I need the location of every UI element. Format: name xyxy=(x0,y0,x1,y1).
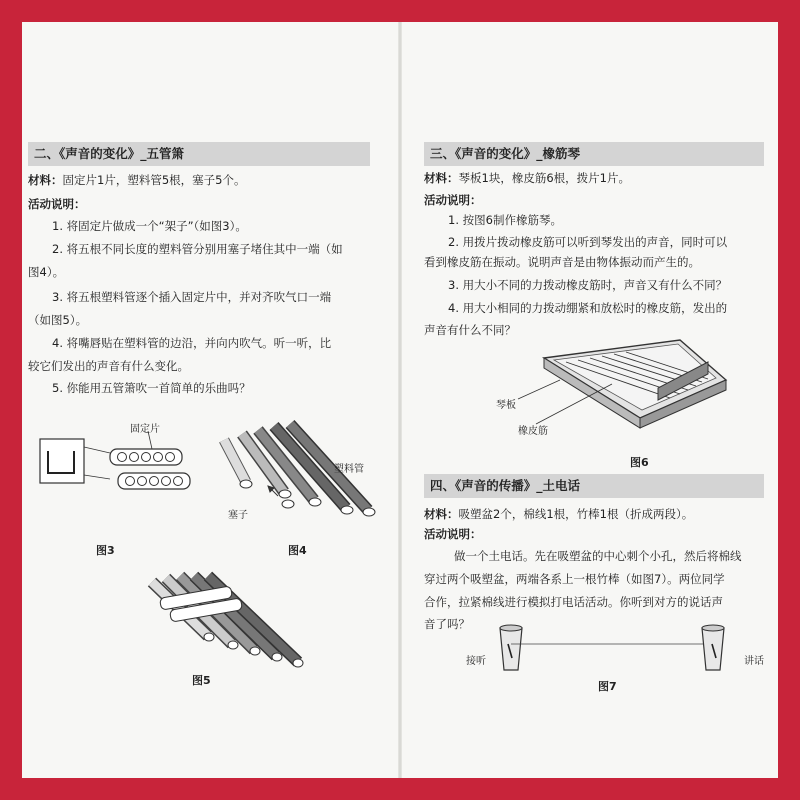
materials-line xyxy=(424,170,630,186)
step-line: 4. 将嘴唇贴在塑料管的边沿，并向内吹气。听一听，比 xyxy=(52,336,332,350)
fig3-fixed-piece-illustration xyxy=(40,417,200,497)
step-line: 5. 你能用五管箫吹一首简单的乐曲吗？ xyxy=(52,381,251,395)
fig7-string-telephone-illustration xyxy=(492,614,742,674)
section-header-string-telephone: 四、《声音的传播》_土电话 xyxy=(424,474,764,498)
step-line: 声音有什么不同？ xyxy=(424,323,516,337)
left-page xyxy=(22,22,400,778)
fig5-caption: 图5 xyxy=(192,674,211,687)
step-line: 4. 用大小相同的力拨动绷紧和放松时的橡皮筋，发出的 xyxy=(448,301,728,315)
materials-line xyxy=(424,506,693,522)
fig7-label-listen: 接听 xyxy=(466,656,486,667)
right-page xyxy=(400,22,778,778)
fig4-caption: 图4 xyxy=(288,544,307,557)
materials-text: 琴板1块，橡皮筋6根，拨片1片。 xyxy=(458,171,630,185)
step-line: 1. 按图6制作橡筋琴。 xyxy=(448,213,562,227)
step-line: 1. 将固定片做成一个“架子”（如图3）。 xyxy=(52,219,247,233)
fig4-label-tube: 塑料管 xyxy=(334,464,364,475)
activity-label: 活动说明： xyxy=(424,527,482,541)
fig6-rubber-band-harp-illustration xyxy=(530,322,730,432)
step-line: 较它们发出的声音有什么变化。 xyxy=(28,359,189,373)
step-line: 图4）。 xyxy=(28,265,65,279)
step-line: 看到橡皮筋在振动。说明声音是由物体振动而产生的。 xyxy=(424,255,700,269)
activity-label: 活动说明： xyxy=(28,197,86,211)
materials-text: 固定片1片，塑料管5根，塞子5个。 xyxy=(62,173,246,187)
fig6-label-board: 琴板 xyxy=(496,400,516,411)
fig3-label-fixed-piece: 固定片 xyxy=(130,424,160,435)
fig3-caption: 图3 xyxy=(96,544,115,557)
step-line: 3. 将五根塑料管逐个插入固定片中，并对齐吹气口一端 xyxy=(52,290,332,304)
step-line: 2. 将五根不同长度的塑料管分别用塞子堵住其中一端（如 xyxy=(52,242,343,256)
fig7-caption: 图7 xyxy=(598,680,617,693)
fig7-label-speak: 讲话 xyxy=(744,656,764,667)
book-spread xyxy=(22,22,778,778)
fig5-pan-flute-illustration xyxy=(138,574,298,664)
step-line: 2. 用拨片拨动橡皮筋可以听到琴发出的声音，同时可以 xyxy=(448,235,728,249)
paragraph-line: 合作，拉紧棉线进行模拟打电话活动。你听到对方的说话声 xyxy=(424,595,723,609)
paragraph-line: 做一个土电话。先在吸塑盆的中心刺个小孔，然后将棉线 xyxy=(454,549,742,563)
activity-label: 活动说明： xyxy=(424,193,482,207)
materials-text: 吸塑盆2个，棉线1根，竹棒1根（折成两段）。 xyxy=(458,507,694,521)
step-line: 3. 用大小不同的力拨动橡皮筋时，声音又有什么不同？ xyxy=(448,278,728,292)
section-header-rubber-band-harp: 三、《声音的变化》_橡筋琴 xyxy=(424,142,764,166)
fig6-caption: 图6 xyxy=(630,456,649,469)
materials-line xyxy=(28,172,245,188)
materials-label: 材料： xyxy=(424,507,459,521)
paragraph-line: 音了吗？ xyxy=(424,617,470,631)
step-line: （如图5）。 xyxy=(28,313,88,327)
fig4-label-plug: 塞子 xyxy=(228,510,248,521)
section-header-pan-flute: 二、《声音的变化》_五管箫 xyxy=(28,142,370,166)
materials-label: 材料： xyxy=(28,173,63,187)
materials-label: 材料： xyxy=(424,171,459,185)
paragraph-line: 穿过两个吸塑盆，两端各系上一根竹棒（如图7）。两位同学 xyxy=(424,572,725,586)
fig6-label-band: 橡皮筋 xyxy=(518,426,548,437)
